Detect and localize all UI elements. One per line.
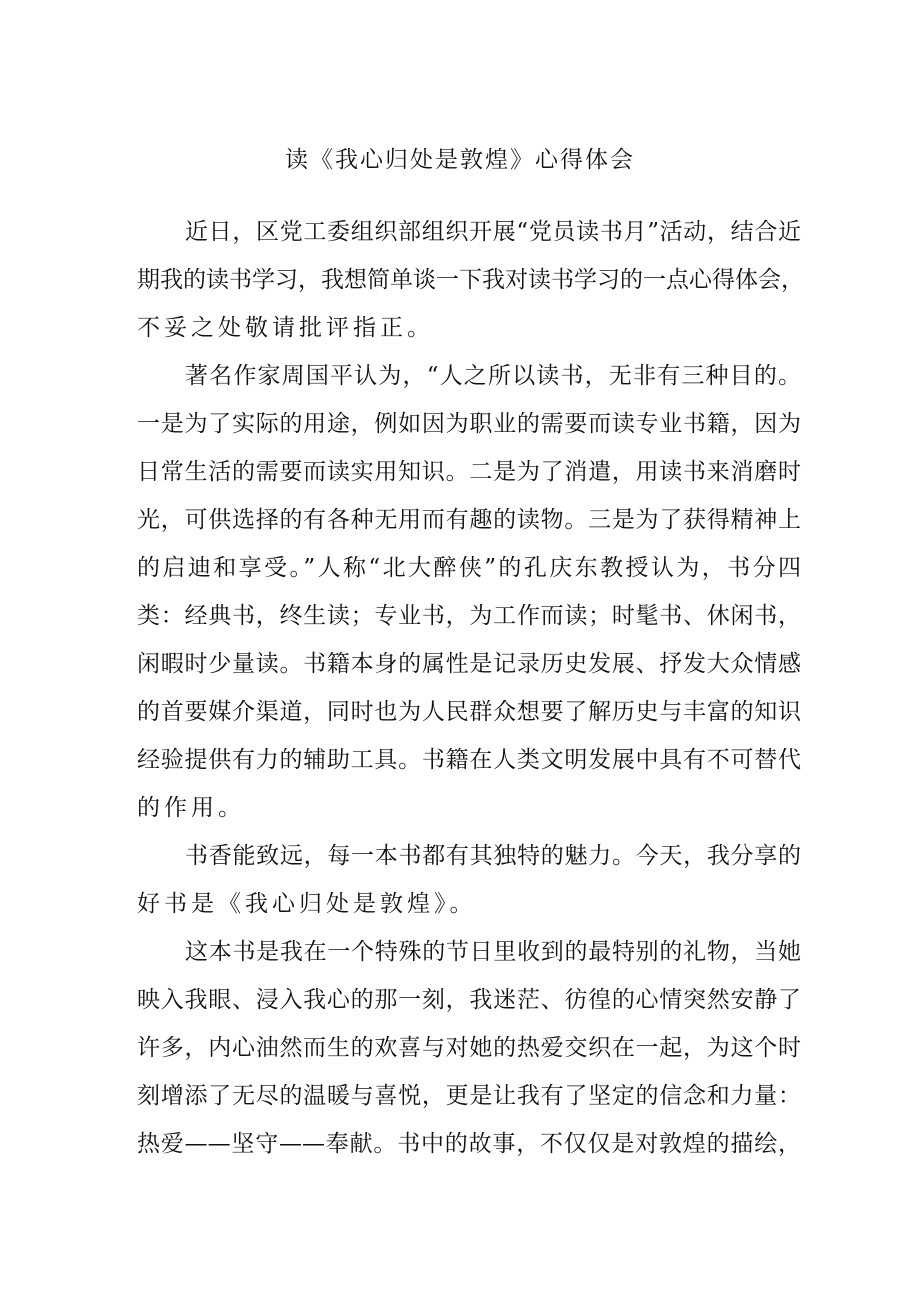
paragraph-line: 经验提供有力的辅助工具。书籍在人类文明发展中具有不可替代 xyxy=(137,747,801,773)
paragraph-line: 这本书是我在一个特殊的节日里收到的最特别的礼物，当她 xyxy=(185,939,801,965)
paragraph-line: 著名作家周国平认为，“人之所以读书，无非有三种目的。 xyxy=(185,363,801,389)
paragraph-line: 热爱——坚守——奉献。书中的故事，不仅仅是对敦煌的描绘， xyxy=(137,1131,801,1157)
paragraph xyxy=(137,838,801,934)
paragraph xyxy=(137,358,801,838)
paragraph-line: 类：经典书，终生读；专业书，为工作而读；时髦书、休闲书， xyxy=(137,603,801,629)
paragraph xyxy=(137,934,801,1174)
paragraph-line: 日常生活的需要而读实用知识。二是为了消遣，用读书来消磨时 xyxy=(137,459,801,485)
paragraph-line: 映入我眼、浸入我心的那一刻，我迷茫、彷徨的心情突然安静了 xyxy=(137,987,801,1013)
paragraph-line: 光，可供选择的有各种无用而有趣的读物。三是为了获得精神上 xyxy=(137,507,801,533)
paragraph-line: 不妥之处敬请批评指正。 xyxy=(137,315,434,341)
paragraph-line: 书香能致远，每一本书都有其独特的魅力。今天，我分享的 xyxy=(185,843,801,869)
paragraph-line: 的首要媒介渠道，同时也为人民群众想要了解历史与丰富的知识 xyxy=(137,699,801,725)
paragraph-line: 的作用。 xyxy=(137,795,245,821)
document-body xyxy=(137,214,804,1174)
paragraph-line: 刻增添了无尽的温暖与喜悦，更是让我有了坚定的信念和力量： xyxy=(137,1083,801,1109)
document-title: 读《我心归处是敦煌》心得体会 xyxy=(285,147,635,173)
paragraph-line: 的启迪和享受。”人称“北大醉侠”的孔庆东教授认为，书分四 xyxy=(137,555,801,581)
paragraph-line: 近日，区党工委组织部组织开展“党员读书月”活动，结合近 xyxy=(185,219,801,245)
paragraph xyxy=(137,214,804,358)
paragraph-line: 闲暇时少量读。书籍本身的属性是记录历史发展、抒发大众情感 xyxy=(137,651,801,677)
paragraph-line: 一是为了实际的用途，例如因为职业的需要而读专业书籍，因为 xyxy=(137,411,801,437)
paragraph-line: 期我的读书学习，我想简单谈一下我对读书学习的一点心得体会， xyxy=(137,267,804,293)
paragraph-line: 好书是《我心归处是敦煌》。 xyxy=(137,891,477,917)
paragraph-line: 许多，内心油然而生的欢喜与对她的热爱交织在一起，为这个时 xyxy=(137,1035,801,1061)
